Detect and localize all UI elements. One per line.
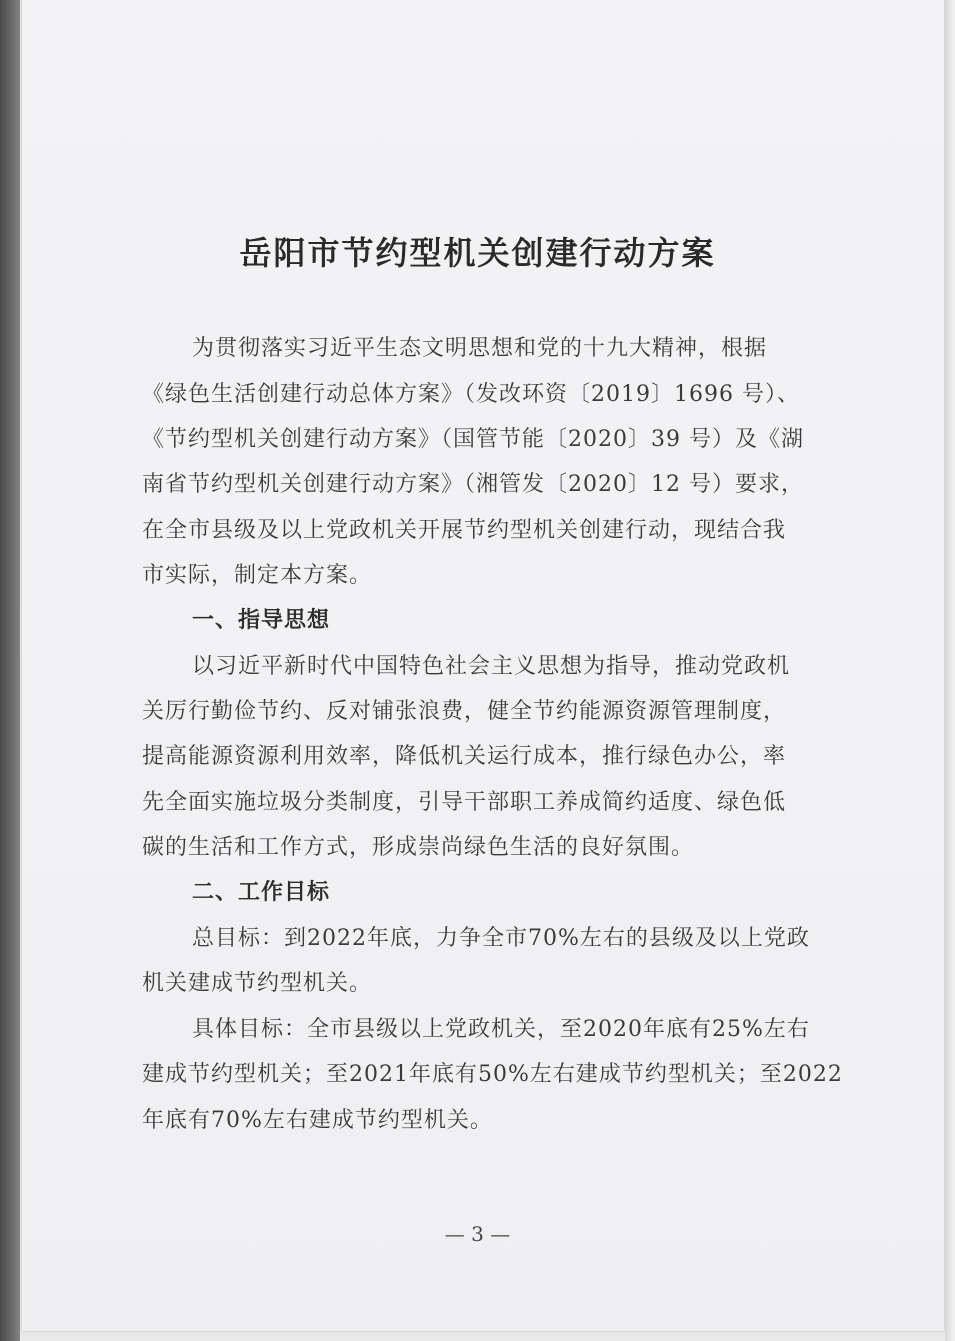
section1-line: 碳的生活和工作方式，形成崇尚绿色生活的良好氛围。 — [142, 835, 695, 860]
page-number: — 3 — — [444, 1222, 511, 1246]
intro-line: 市实际，制定本方案。 — [142, 563, 373, 588]
intro-line: 《绿色生活创建行动总体方案》（发改环资〔2019〕1696 号）、 — [142, 382, 800, 407]
intro-line: 为贯彻落实习近平生态文明思想和党的十九大精神，根据 — [192, 336, 768, 361]
intro-line: 《节约型机关创建行动方案》（国管节能〔2020〕39 号）及《湖 — [142, 427, 804, 452]
section1-line: 以习近平新时代中国特色社会主义思想为指导，推动党政机 — [192, 654, 791, 679]
section1-line: 关厉行勤俭节约、反对铺张浪费，健全节约能源资源管理制度， — [142, 699, 787, 724]
section1-line: 提高能源资源利用效率，降低机关运行成本，推行绿色办公，率 — [142, 744, 787, 769]
overall-goal-line: 总目标：到2022年底，力争全市70%左右的县级及以上党政 — [192, 926, 810, 951]
section-heading-work-goals: 二、工作目标 — [192, 880, 331, 905]
document-title: 岳阳市节约型机关创建行动方案 — [239, 234, 716, 272]
section-heading-guiding-thought: 一、指导思想 — [192, 608, 331, 633]
overall-goal-line: 机关建成节约型机关。 — [142, 971, 373, 996]
specific-goal-line: 建成节约型机关；至2021年底有50%左右建成节约型机关；至2022 — [142, 1062, 843, 1087]
specific-goal-line: 具体目标：全市县级以上党政机关，至2020年底有25%左右 — [192, 1017, 810, 1042]
specific-goal-line: 年底有70%左右建成节约型机关。 — [142, 1108, 493, 1133]
intro-line: 南省节约型机关创建行动方案》（湘管发〔2020〕12 号）要求， — [142, 472, 804, 497]
paper-edge — [945, 0, 955, 1341]
intro-line: 在全市县级及以上党政机关开展节约型机关创建行动，现结合我 — [142, 518, 787, 543]
section1-line: 先全面实施垃圾分类制度，引导干部职工养成简约适度、绿色低 — [142, 790, 787, 815]
